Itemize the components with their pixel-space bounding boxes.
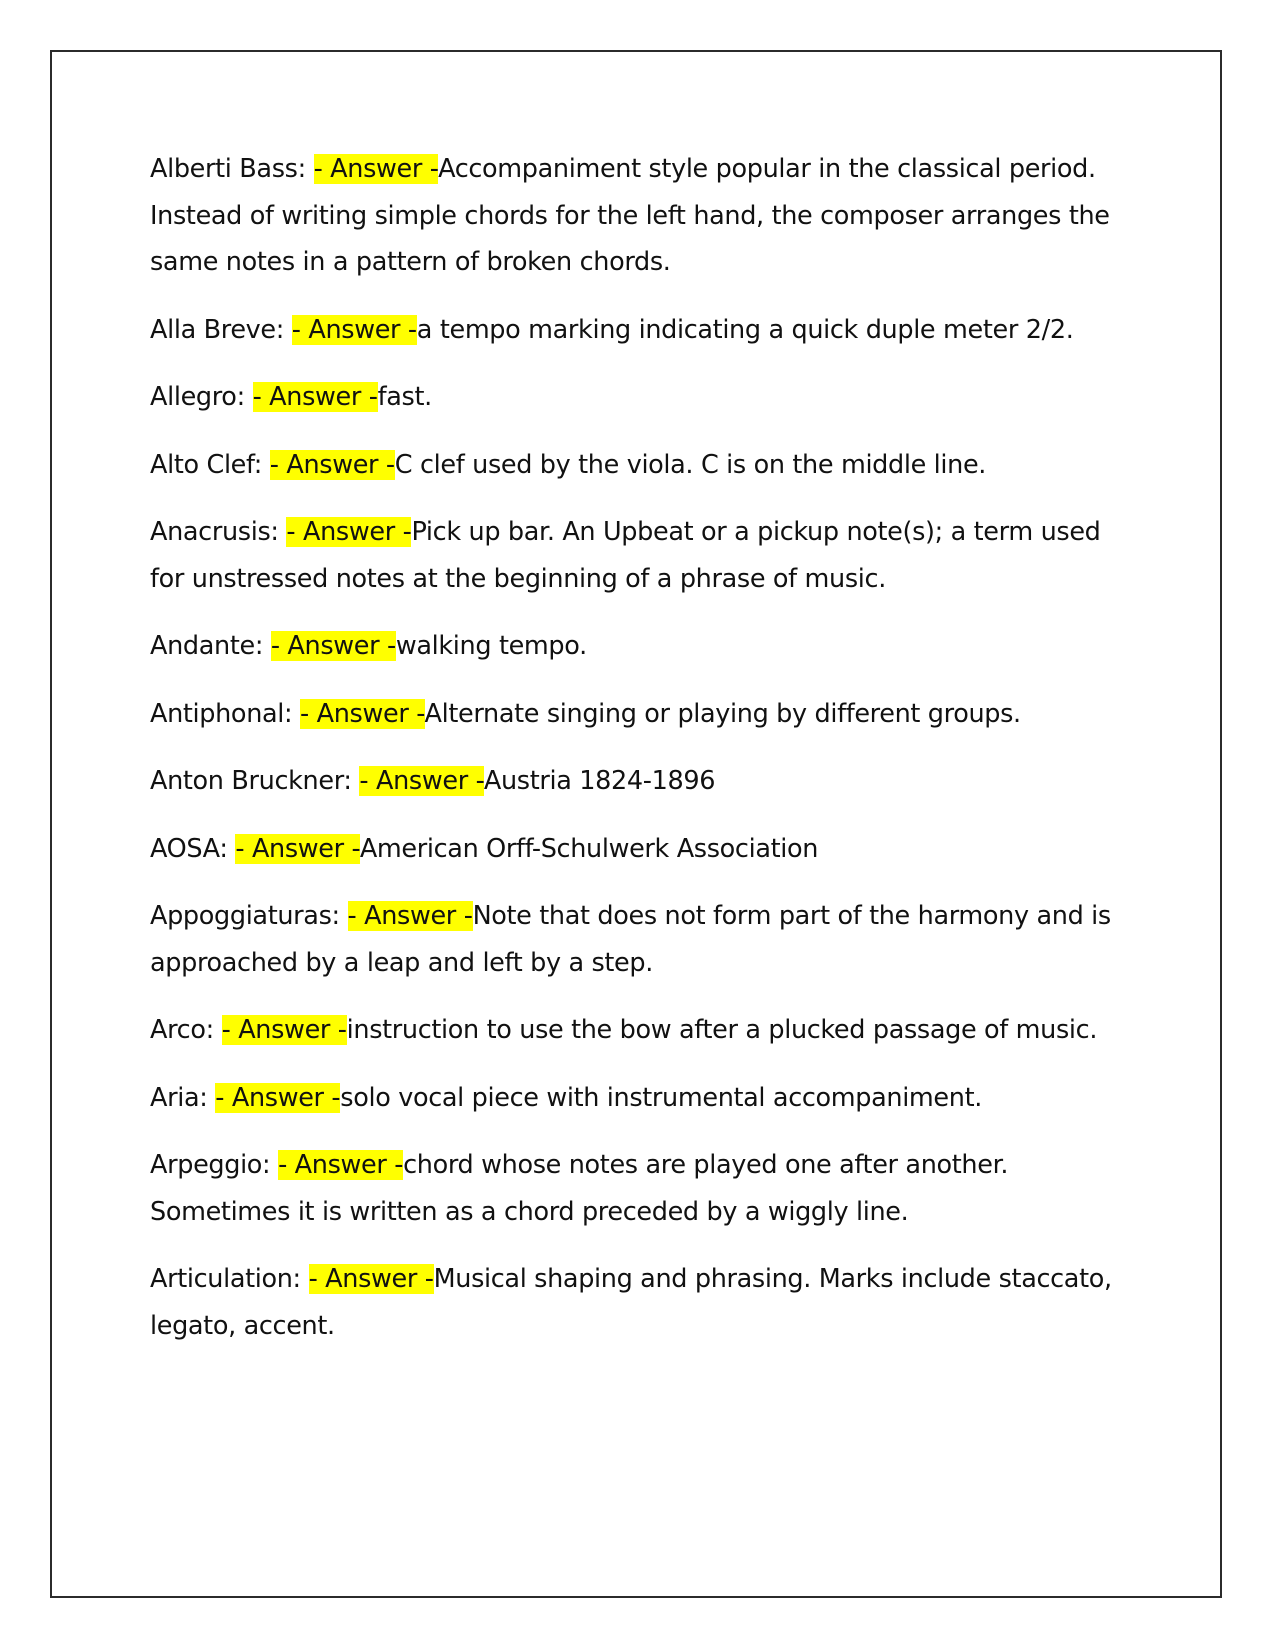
entry-term: Arco: [150,1015,214,1045]
entry-term: Arpeggio: [150,1150,271,1180]
entry-definition: chord whose notes are played one after another. Sometimes it is written as a chord preceded by a wiggly line. [150,1150,1009,1227]
answer-marker: - Answer - [291,314,417,345]
entry-definition: Austria 1824-1896 [483,766,716,796]
glossary-entry [150,758,1130,805]
entry-definition: Accompaniment style popular in the classical period. Instead of writing simple chords for the left hand, the composer arranges the same notes in a pattern of broken chords. [150,154,1110,277]
entry-definition: instruction to use the bow after a plucked passage of music. [346,1015,1098,1045]
answer-marker: - Answer - [235,833,360,864]
answer-marker: - Answer - [221,1015,347,1045]
glossary-entry [150,623,1130,670]
glossary-entry [150,1007,1130,1054]
entry-definition: Note that does not form part of the harmony and is approached by a leap and left by a step. [150,901,1111,978]
entry-definition: Musical shaping and phrasing. Marks include staccato, legato, accent. [150,1264,1112,1341]
entry-term: Appoggiaturas: [150,901,340,931]
entry-definition: C clef used by the viola. C is on the middle line. [394,449,987,480]
glossary-entry [150,442,1130,489]
entry-term: Allegro: [150,382,245,412]
answer-marker: - Answer - [270,631,396,661]
answer-marker: - Answer - [313,154,439,184]
glossary-entry [150,509,1130,602]
entry-term: Alla Breve: [150,314,284,345]
entry-term: Anton Bruckner: [150,766,352,796]
answer-marker: - Answer - [252,382,378,412]
answer-marker: - Answer - [359,766,484,796]
answer-marker: - Answer - [300,698,425,729]
glossary-entry [150,1256,1130,1349]
answer-marker: - Answer - [347,901,473,931]
glossary-entry [150,1075,1130,1122]
entry-term: Articulation: [150,1264,301,1294]
entry-term: Aria: [150,1082,208,1113]
glossary-entry [150,374,1130,421]
entry-definition: fast. [377,382,432,412]
glossary-entry [150,1142,1130,1235]
entry-definition: Pick up bar. An Upbeat or a pickup note(s); a term used for unstressed notes at the beginning of a phrase of music. [150,517,1101,594]
entry-definition: solo vocal piece with instrumental accompaniment. [340,1082,982,1113]
glossary-entry [150,826,1130,873]
entry-term: Andante: [150,631,264,661]
entry-term: Anacrusis: [150,517,279,547]
entry-term: Alberti Bass: [150,154,306,184]
answer-marker: - Answer - [269,449,395,480]
entry-term: Antiphonal: [150,698,293,729]
answer-marker: - Answer - [278,1150,404,1180]
glossary-entry [150,893,1130,986]
answer-marker: - Answer - [308,1264,434,1294]
entry-term: Alto Clef: [150,449,262,480]
entry-definition: Alternate singing or playing by different groups. [424,698,1021,729]
glossary-entry [150,146,1130,286]
entry-term: AOSA: [150,833,228,864]
answer-marker: - Answer - [215,1082,341,1113]
glossary-content [150,146,1130,1370]
glossary-entry [150,307,1130,354]
entry-definition: walking tempo. [395,631,587,661]
answer-marker: - Answer - [286,517,412,547]
glossary-entry [150,691,1130,738]
entry-definition: a tempo marking indicating a quick duple meter 2/2. [416,314,1074,345]
entry-definition: American Orff-Schulwerk Association [359,833,819,864]
